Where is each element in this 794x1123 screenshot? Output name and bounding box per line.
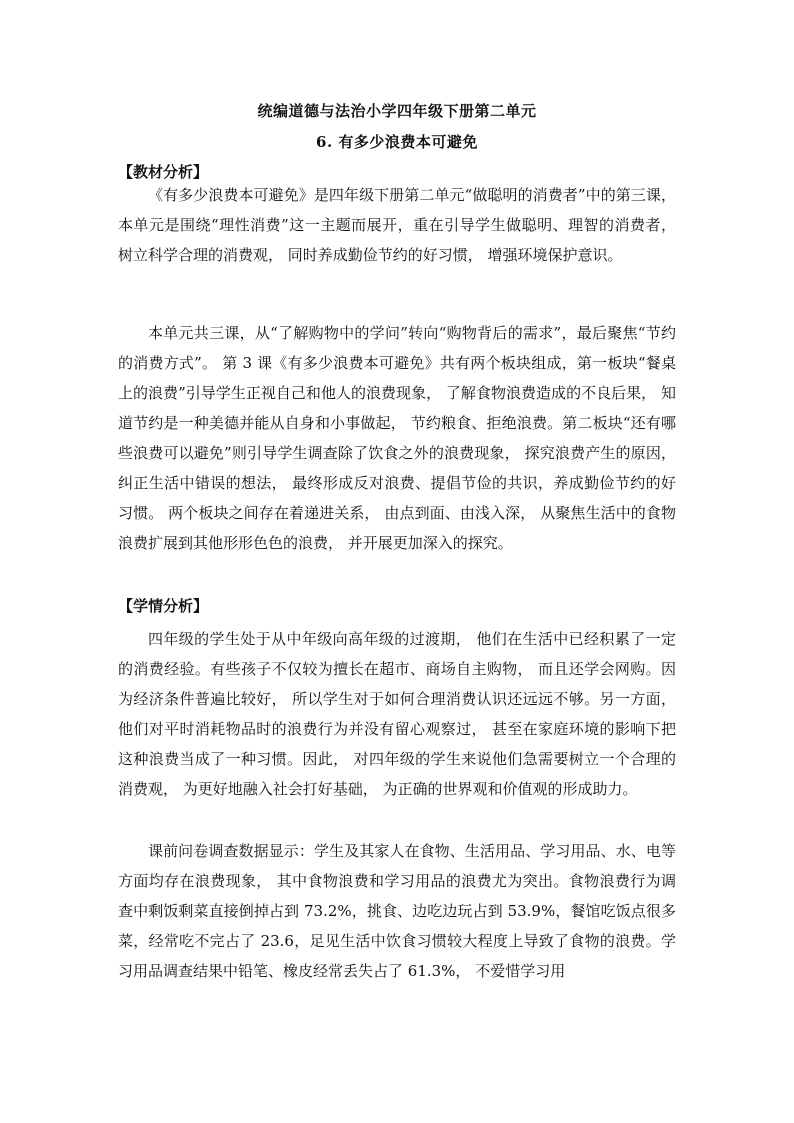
lesson-title: 6. 有多少浪费本可避免 (316, 133, 478, 151)
paragraph: 课前问卷调查数据显示：学生及其家人在食物、生活用品、学习用品、水、电等方面均存在浪费现象， 其中食物浪费和学习用品的浪费尤为突出。食物浪费行为调查中剩饭剩菜直接倒掉占到 73.2%，挑食、边吃边玩占到 53.9%，餐馆吃饭点很多菜，经常吃不完占了 23.6，足见生活中饮食习惯较大程度上导致了食物的浪费。学习用品调查结果中铅笔、橡皮经常丢失占了 61.3%， 不爱惜学习用 (118, 842, 676, 980)
paragraph: 《有多少浪费本可避免》是四年级下册第二单元“做聪明的消费者”中的第三课， 本单元是围绕“理性消费”这一主题而展开，重在引导学生做聪明、理智的消费者， 树立科学合理的消费观， 同时养成勤俭节约的好习惯， 增强环境保护意识。 (118, 186, 676, 264)
section-heading-textbook-analysis: 【教材分析】 (118, 163, 209, 181)
paragraph: 本单元共三课，从“了解购物中的学问”转向“购物背后的需求”，最后聚焦“节约的消费方式”。 第 3 课《有多少浪费本可避免》共有两个板块组成，第一板块“餐桌上的浪费”引导学生正视自己和他人的浪费现象， 了解食物浪费造成的不良后果， 知道节约是一种美德并能从自身和小事做起， 节约粮食、拒绝浪费。第二板块“还有哪些浪费可以避免”则引导学生调查除了饮食之外的浪费现象， 探究浪费产生的原因， 纠正生活中错误的想法， 最终形成反对浪费、提倡节俭的共识，养成勤俭节约的好习惯。 两个板块之间存在着递进关系， 由点到面、由浅入深， 从聚焦生活中的食物浪费扩展到其他形形色色的浪费， 并开展更加深入的探究。 (118, 324, 676, 552)
section-heading-student-analysis: 【学情分析】 (118, 597, 209, 615)
document-title: 统编道德与法治小学四年级下册第二单元 (257, 102, 537, 120)
paragraph: 四年级的学生处于从中年级向高年级的过渡期， 他们在生活中已经积累了一定的消费经验。有些孩子不仅较为擅长在超市、商场自主购物， 而且还学会网购。因为经济条件普遍比较好， 所以学生对于如何合理消费认识还远远不够。另一方面， 他们对平时消耗物品时的浪费行为并没有留心观察过， 甚至在家庭环境的影响下把这种浪费当成了一种习惯。因此， 对四年级的学生来说他们急需要树立一个合理的消费观， 为更好地融入社会打好基础， 为正确的世界观和价值观的形成助力。 (118, 630, 676, 798)
